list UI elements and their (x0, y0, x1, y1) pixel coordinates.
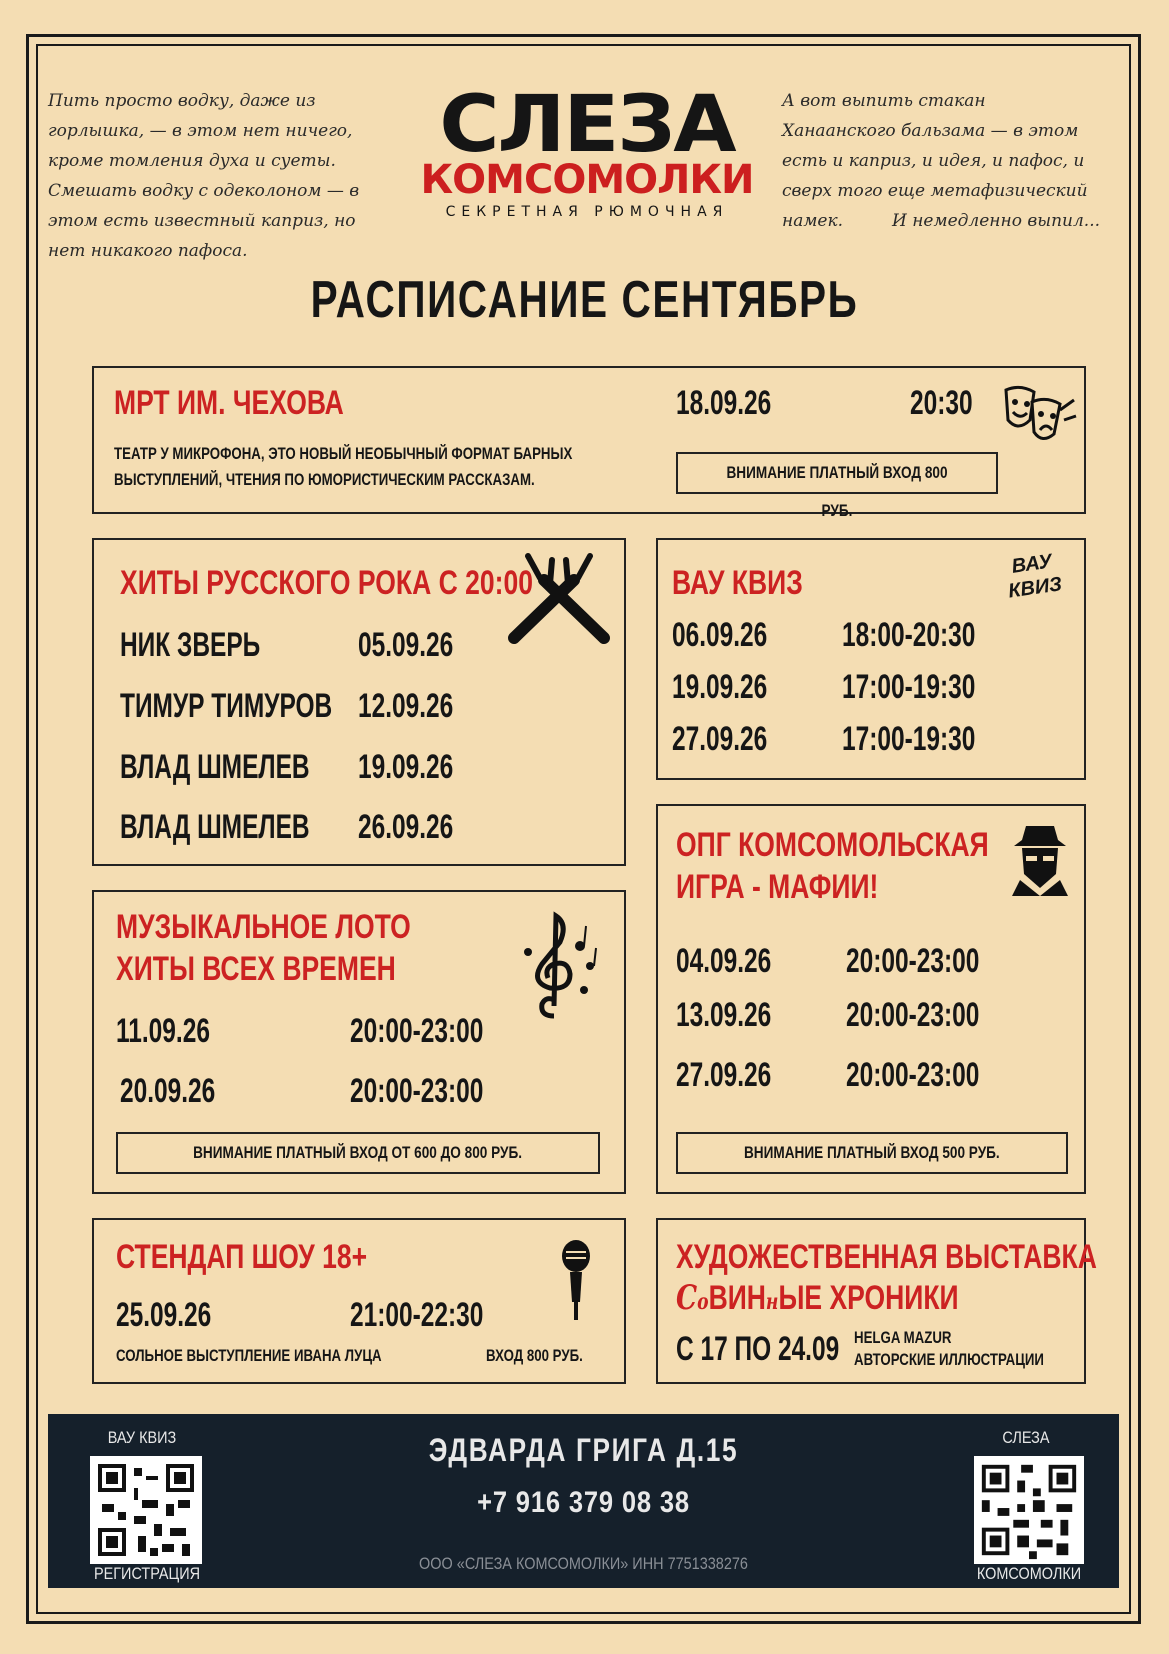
event-title: ВАУ КВИЗ (672, 564, 803, 602)
event-title: ИГРА - МАФИИ! (676, 868, 879, 906)
event-date: 18.09.26 (676, 384, 772, 422)
qr-pattern (974, 1456, 1084, 1564)
quiz-time: 17:00-19:30 (842, 668, 976, 706)
event-title: ХИТЫ ВСЕХ ВРЕМЕН (116, 950, 396, 988)
subtitle-part: ЫЕ ХРОНИКИ (778, 1279, 959, 1317)
event-rock (92, 538, 626, 866)
quiz-time: 17:00-19:30 (842, 720, 976, 758)
standup-price: ВХОД 800 РУБ. (486, 1346, 583, 1365)
event-title: ОПГ КОМСОМОЛЬСКАЯ (676, 826, 989, 864)
address: ЭДВАРДА ГРИГА Д.15 (428, 1432, 739, 1468)
performer-date: 12.09.26 (358, 687, 454, 725)
mafia-date: 13.09.26 (676, 996, 772, 1034)
exhibit-artist-desc: АВТОРСКИЕ ИЛЛЮСТРАЦИИ (854, 1350, 1044, 1369)
event-title: МУЗЫКАЛЬНОЕ ЛОТО (116, 908, 411, 946)
mafia-time: 20:00-23:00 (846, 996, 980, 1034)
footer-left-label: ВАУ КВИЗ (107, 1428, 177, 1447)
quote-line: И немедленно выпил... (892, 211, 1101, 231)
subtitle-part: ВИН (708, 1279, 766, 1317)
qr-code-icon[interactable] (974, 1456, 1084, 1564)
quote-line: Ханаанского бальзама — в этом (782, 121, 1079, 141)
performer-date: 05.09.26 (358, 626, 454, 664)
event-desc-line: ТЕАТР У МИКРОФОНА, ЭТО НОВЫЙ НЕОБЫЧНЫЙ ФОРМАТ БАРНЫХ (114, 444, 573, 463)
quote-line: сверх того еще метафизический (782, 181, 1088, 201)
event-standup (92, 1218, 626, 1384)
quote-line: Смешать водку с одеколоном — в (48, 181, 360, 201)
quiz-badge-text: КВИЗ (1006, 573, 1064, 603)
quote-line: кроме томления духа и суеты. (48, 151, 336, 171)
lotto-time: 20:00-23:00 (350, 1012, 484, 1050)
microphone-icon (554, 1238, 598, 1322)
event-lotto (92, 890, 626, 1194)
event-time: 20:30 (910, 384, 973, 422)
mafia-time: 20:00-23:00 (846, 1056, 980, 1094)
performer-name: ВЛАД ШМЕЛЕВ (120, 748, 310, 786)
page-title: РАСПИСАНИЕ СЕНТЯБРЬ (310, 271, 859, 329)
quote-line: нет никакого пафоса. (48, 241, 248, 261)
mafia-date: 04.09.26 (676, 942, 772, 980)
quote-line: горлышка, — в этом нет ничего, (48, 121, 353, 141)
quote-line: есть и каприз, и идея, и пафос, и (782, 151, 1085, 171)
mafia-time: 20:00-23:00 (846, 942, 980, 980)
event-quiz (656, 538, 1086, 780)
treble-clef-icon (514, 906, 604, 1026)
price-notice-text: ВНИМАНИЕ ПЛАТНЫЙ ВХОД 800 РУБ. (726, 463, 948, 520)
subtitle-part: С (676, 1278, 698, 1318)
quiz-time: 18:00-20:30 (842, 616, 976, 654)
lotto-date: 11.09.26 (116, 1012, 210, 1050)
quiz-date: 06.09.26 (672, 616, 768, 654)
performer-date: 26.09.26 (358, 808, 454, 846)
performer-name: ВЛАД ШМЕЛЕВ (120, 808, 310, 846)
logo-top: СЛЕЗА (439, 80, 735, 170)
event-subtitle (676, 1278, 959, 1318)
event-title: МРТ ИМ. ЧЕХОВА (114, 384, 344, 422)
quote-right (782, 86, 1100, 236)
performer-name: НИК ЗВЕРЬ (120, 626, 261, 664)
quiz-badge-icon (994, 547, 1073, 612)
quiz-date: 19.09.26 (672, 668, 768, 706)
lotto-date: 20.09.26 (120, 1072, 216, 1110)
event-exhibition (656, 1218, 1097, 1384)
subtitle-part: о (697, 1289, 709, 1315)
mafia-date: 27.09.26 (676, 1056, 772, 1094)
footer-right-caption: КОМСОМОЛКИ (976, 1564, 1082, 1583)
footer-right-label: СЛЕЗА (1002, 1428, 1050, 1447)
quote-left (48, 86, 359, 266)
price-notice-text: ВНИМАНИЕ ПЛАТНЫЙ ВХОД 500 РУБ. (744, 1143, 1000, 1162)
theatre-masks-icon (998, 380, 1078, 456)
price-notice (676, 452, 998, 520)
logo (412, 80, 762, 220)
quiz-date: 27.09.26 (672, 720, 768, 758)
logo-bottom: КОМСОМОЛКИ (420, 157, 754, 203)
performer-name: ТИМУР ТИМУРОВ (120, 687, 333, 725)
event-desc-line: ВЫСТУПЛЕНИЙ, ЧТЕНИЯ ПО ЮМОРИСТИЧЕСКИМ РАССКАЗАМ. (114, 470, 535, 489)
footer-left-caption: РЕГИСТРАЦИЯ (93, 1564, 201, 1583)
lotto-time: 20:00-23:00 (350, 1072, 484, 1110)
logo-subtitle: СЕКРЕТНАЯ РЮМОЧНАЯ (445, 204, 729, 220)
event-mafia (656, 804, 1086, 1194)
event-title: ХИТЫ РУССКОГО РОКА С 20:00 (120, 564, 533, 602)
quote-line: этом есть известный каприз, но (48, 211, 356, 231)
event-mrt (92, 366, 1086, 520)
standup-time: 21:00-22:30 (350, 1296, 484, 1334)
legal-info: ООО «СЛЕЗА КОМСОМОЛКИ» ИНН 7751338276 (419, 1554, 748, 1573)
exhibit-artist: HELGA MAZUR (854, 1328, 952, 1347)
price-notice (676, 1132, 1068, 1174)
mafia-man-icon (1010, 824, 1070, 896)
standup-desc: СОЛЬНОЕ ВЫСТУПЛЕНИЕ ИВАНА ЛУЦА (116, 1346, 382, 1365)
event-title: ХУДОЖЕСТВЕННАЯ ВЫСТАВКА (676, 1238, 1097, 1276)
event-title: СТЕНДАП ШОУ 18+ (116, 1238, 368, 1276)
footer (48, 1414, 1119, 1588)
quote-line: намек. (782, 211, 844, 231)
phone[interactable]: +7 916 379 08 38 (477, 1486, 690, 1519)
price-notice (116, 1132, 600, 1174)
rock-hands-icon (504, 550, 614, 650)
performer-date: 19.09.26 (358, 748, 454, 786)
subtitle-part: н (765, 1289, 779, 1315)
standup-date: 25.09.26 (116, 1296, 212, 1334)
exhibit-dates: С 17 ПО 24.09 (676, 1330, 840, 1368)
quiz-badge-text: ВАУ (1010, 550, 1054, 578)
price-notice-text: ВНИМАНИЕ ПЛАТНЫЙ ВХОД ОТ 600 ДО 800 РУБ. (193, 1143, 523, 1162)
quote-line: Пить просто водку, даже из (48, 91, 316, 111)
quote-line: А вот выпить стакан (782, 91, 986, 111)
